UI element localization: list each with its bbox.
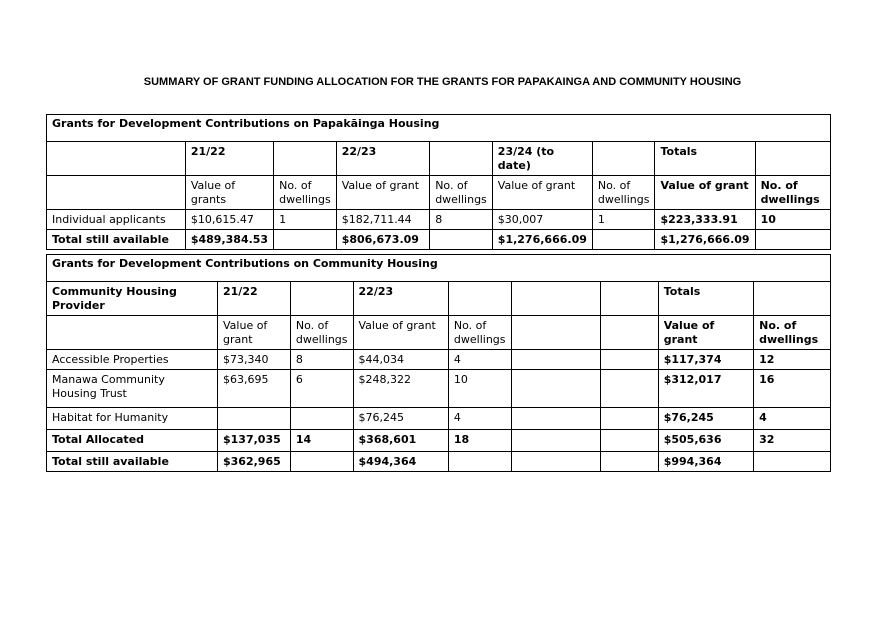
column-subheader: Value of grant [218, 316, 291, 350]
table-cell [600, 350, 658, 370]
period-header-row [47, 282, 831, 316]
table-cell: 18 [448, 430, 511, 452]
table-cell: 4 [448, 350, 511, 370]
table-row [47, 370, 831, 408]
table-title: Grants for Development Contributions on Papakāinga Housing [47, 115, 831, 142]
table-cell: $76,245 [353, 408, 448, 430]
column-header [448, 282, 511, 316]
row-label: Total Allocated [47, 430, 218, 452]
column-subheader: No. of dwellings [274, 176, 337, 210]
sub-header-row [47, 176, 831, 210]
table-title: Grants for Development Contributions on Community Housing [47, 255, 831, 282]
table-cell: $248,322 [353, 370, 448, 408]
column-header [430, 142, 493, 176]
column-header [592, 142, 655, 176]
table-cell [511, 430, 600, 452]
table-cell: $76,245 [658, 408, 753, 430]
table-cell: $10,615.47 [185, 210, 273, 230]
column-subheader: No. of dwellings [754, 316, 831, 350]
table-cell [511, 370, 600, 408]
table-row [47, 408, 831, 430]
table-cell: 1 [592, 210, 655, 230]
table-cell: $312,017 [658, 370, 753, 408]
table-cell [755, 230, 830, 250]
row-label: Total still available [47, 230, 186, 250]
table-cell: $182,711.44 [336, 210, 429, 230]
table-cell [274, 230, 337, 250]
papakainga-housing-table [46, 114, 831, 250]
column-subheader: No. of dwellings [755, 176, 830, 210]
column-subheader: Value of grants [185, 176, 273, 210]
table-cell [290, 452, 353, 472]
provider-header: Community Housing Provider [47, 282, 218, 316]
column-header: 21/22 [218, 282, 291, 316]
column-header [290, 282, 353, 316]
table-cell: 32 [754, 430, 831, 452]
column-header: 21/22 [185, 142, 273, 176]
column-header [754, 282, 831, 316]
table-cell [290, 408, 353, 430]
row-label: Individual applicants [47, 210, 186, 230]
table-cell: $994,364 [658, 452, 753, 472]
column-subheader: No. of dwellings [592, 176, 655, 210]
table-cell [600, 452, 658, 472]
table-cell: $362,965 [218, 452, 291, 472]
table-cell: $494,364 [353, 452, 448, 472]
table-cell [511, 408, 600, 430]
column-header [274, 142, 337, 176]
column-subheader: No. of dwellings [448, 316, 511, 350]
column-header: 22/23 [353, 282, 448, 316]
table-row [47, 210, 831, 230]
table-row [47, 350, 831, 370]
column-subheader: Value of grant [655, 176, 755, 210]
column-subheader: Value of grant [336, 176, 429, 210]
row-label: Accessible Properties [47, 350, 218, 370]
column-subheader [600, 316, 658, 350]
column-subheader: No. of dwellings [430, 176, 493, 210]
column-subheader: Value of grant [353, 316, 448, 350]
table-cell [600, 430, 658, 452]
table-row-total [47, 452, 831, 472]
table-cell [754, 452, 831, 472]
table-row-total [47, 230, 831, 250]
table-cell [600, 408, 658, 430]
table-cell: $30,007 [492, 210, 592, 230]
column-header [755, 142, 830, 176]
column-header: 23/24 (to date) [492, 142, 592, 176]
document-title: SUMMARY OF GRANT FUNDING ALLOCATION FOR THE GRANTS FOR PAPAKAINGA AND COMMUNITY HOUSING [143, 76, 742, 88]
table-cell: $368,601 [353, 430, 448, 452]
table-cell: 8 [290, 350, 353, 370]
table-cell: $1,276,666.09 [492, 230, 592, 250]
table-cell: $137,035 [218, 430, 291, 452]
table-cell: $117,374 [658, 350, 753, 370]
table-cell: 10 [448, 370, 511, 408]
table-cell: 1 [274, 210, 337, 230]
table-cell [511, 350, 600, 370]
table-cell: 10 [755, 210, 830, 230]
table-cell: 6 [290, 370, 353, 408]
column-header: Totals [658, 282, 753, 316]
table-cell: $63,695 [218, 370, 291, 408]
table-cell: 4 [754, 408, 831, 430]
column-header [600, 282, 658, 316]
table-cell: 12 [754, 350, 831, 370]
table-cell [218, 408, 291, 430]
table-cell: 8 [430, 210, 493, 230]
column-subheader: No. of dwellings [290, 316, 353, 350]
row-label: Manawa Community Housing Trust [47, 370, 218, 408]
table-cell [511, 452, 600, 472]
table-cell: $505,636 [658, 430, 753, 452]
table-cell: $806,673.09 [336, 230, 429, 250]
column-header [511, 282, 600, 316]
row-label: Habitat for Humanity [47, 408, 218, 430]
table-cell [430, 230, 493, 250]
column-subheader: Value of grant [658, 316, 753, 350]
column-header: Totals [655, 142, 755, 176]
table-cell [600, 370, 658, 408]
row-label: Total still available [47, 452, 218, 472]
column-subheader [511, 316, 600, 350]
table-cell: $44,034 [353, 350, 448, 370]
sub-header-row [47, 316, 831, 350]
table-row-total [47, 430, 831, 452]
table-cell: 4 [448, 408, 511, 430]
table-cell: 16 [754, 370, 831, 408]
period-header-row [47, 142, 831, 176]
table-cell: $73,340 [218, 350, 291, 370]
table-cell [592, 230, 655, 250]
table-cell [448, 452, 511, 472]
community-housing-table [46, 254, 831, 472]
column-subheader: Value of grant [492, 176, 592, 210]
table-cell: $489,384.53 [185, 230, 273, 250]
table-cell: $1,276,666.09 [655, 230, 755, 250]
table-cell: $223,333.91 [655, 210, 755, 230]
table-cell: 14 [290, 430, 353, 452]
column-header: 22/23 [336, 142, 429, 176]
